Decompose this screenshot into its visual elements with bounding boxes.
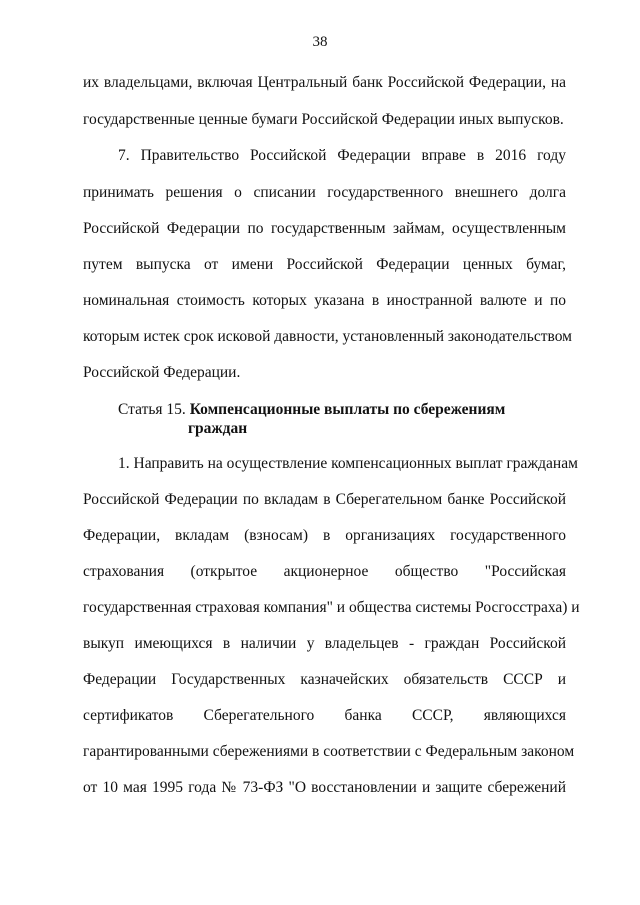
paragraph-1-line: государственная страховая компания" и общества системы Росгосстраха) и [83, 599, 580, 616]
paragraph-7-line: которым истек срок исковой давности, установленный законодательством [83, 328, 572, 345]
paragraph-1-line: Федерации Государственных казначейских обязательств СССР и [83, 671, 566, 688]
paragraph-1-line: от 10 мая 1995 года № 73-ФЗ "О восстановлении и защите сбережений [83, 779, 566, 796]
text-line: их владельцами, включая Центральный банк Российской Федерации, на [83, 74, 566, 91]
paragraph-1-line: 1. Направить на осуществление компенсационных выплат гражданам [118, 455, 578, 472]
paragraph-1-line: Федерации, вкладам (взносам) в организациях государственного [83, 527, 566, 544]
page-number: 38 [312, 34, 328, 50]
paragraph-1-line: гарантированными сбережениями в соответствии с Федеральным законом [83, 743, 575, 760]
article-title-continuation: граждан [188, 420, 248, 437]
article-number: Статья 15. [118, 401, 186, 418]
article-heading [118, 400, 505, 419]
paragraph-1-line: страхования (открытое акционерное общество "Российская [83, 563, 566, 580]
article-title: Компенсационные выплаты по сбережениям [189, 401, 506, 418]
text-line: государственные ценные бумаги Российской Федерации иных выпусков. [83, 111, 564, 128]
paragraph-7-line: Российской Федерации. [83, 364, 241, 381]
paragraph-7-line: Российской Федерации по государственным займам, осуществленным [83, 220, 566, 237]
paragraph-7-line: путем выпуска от имени Российской Федерации ценных бумаг, [83, 256, 566, 273]
paragraph-1-line: Российской Федерации по вкладам в Сберегательном банке Российской [83, 491, 566, 508]
paragraph-7-line: номинальная стоимость которых указана в иностранной валюте и по [83, 292, 566, 309]
paragraph-1-line: сертификатов Сберегательного банка СССР, являющихся [83, 707, 566, 724]
paragraph-7-line: 7. Правительство Российской Федерации вправе в 2016 году [118, 147, 566, 164]
paragraph-1-line: выкуп имеющихся в наличии у владельцев - граждан Российской [83, 635, 566, 652]
paragraph-7-line: принимать решения о списании государственного внешнего долга [83, 184, 566, 201]
